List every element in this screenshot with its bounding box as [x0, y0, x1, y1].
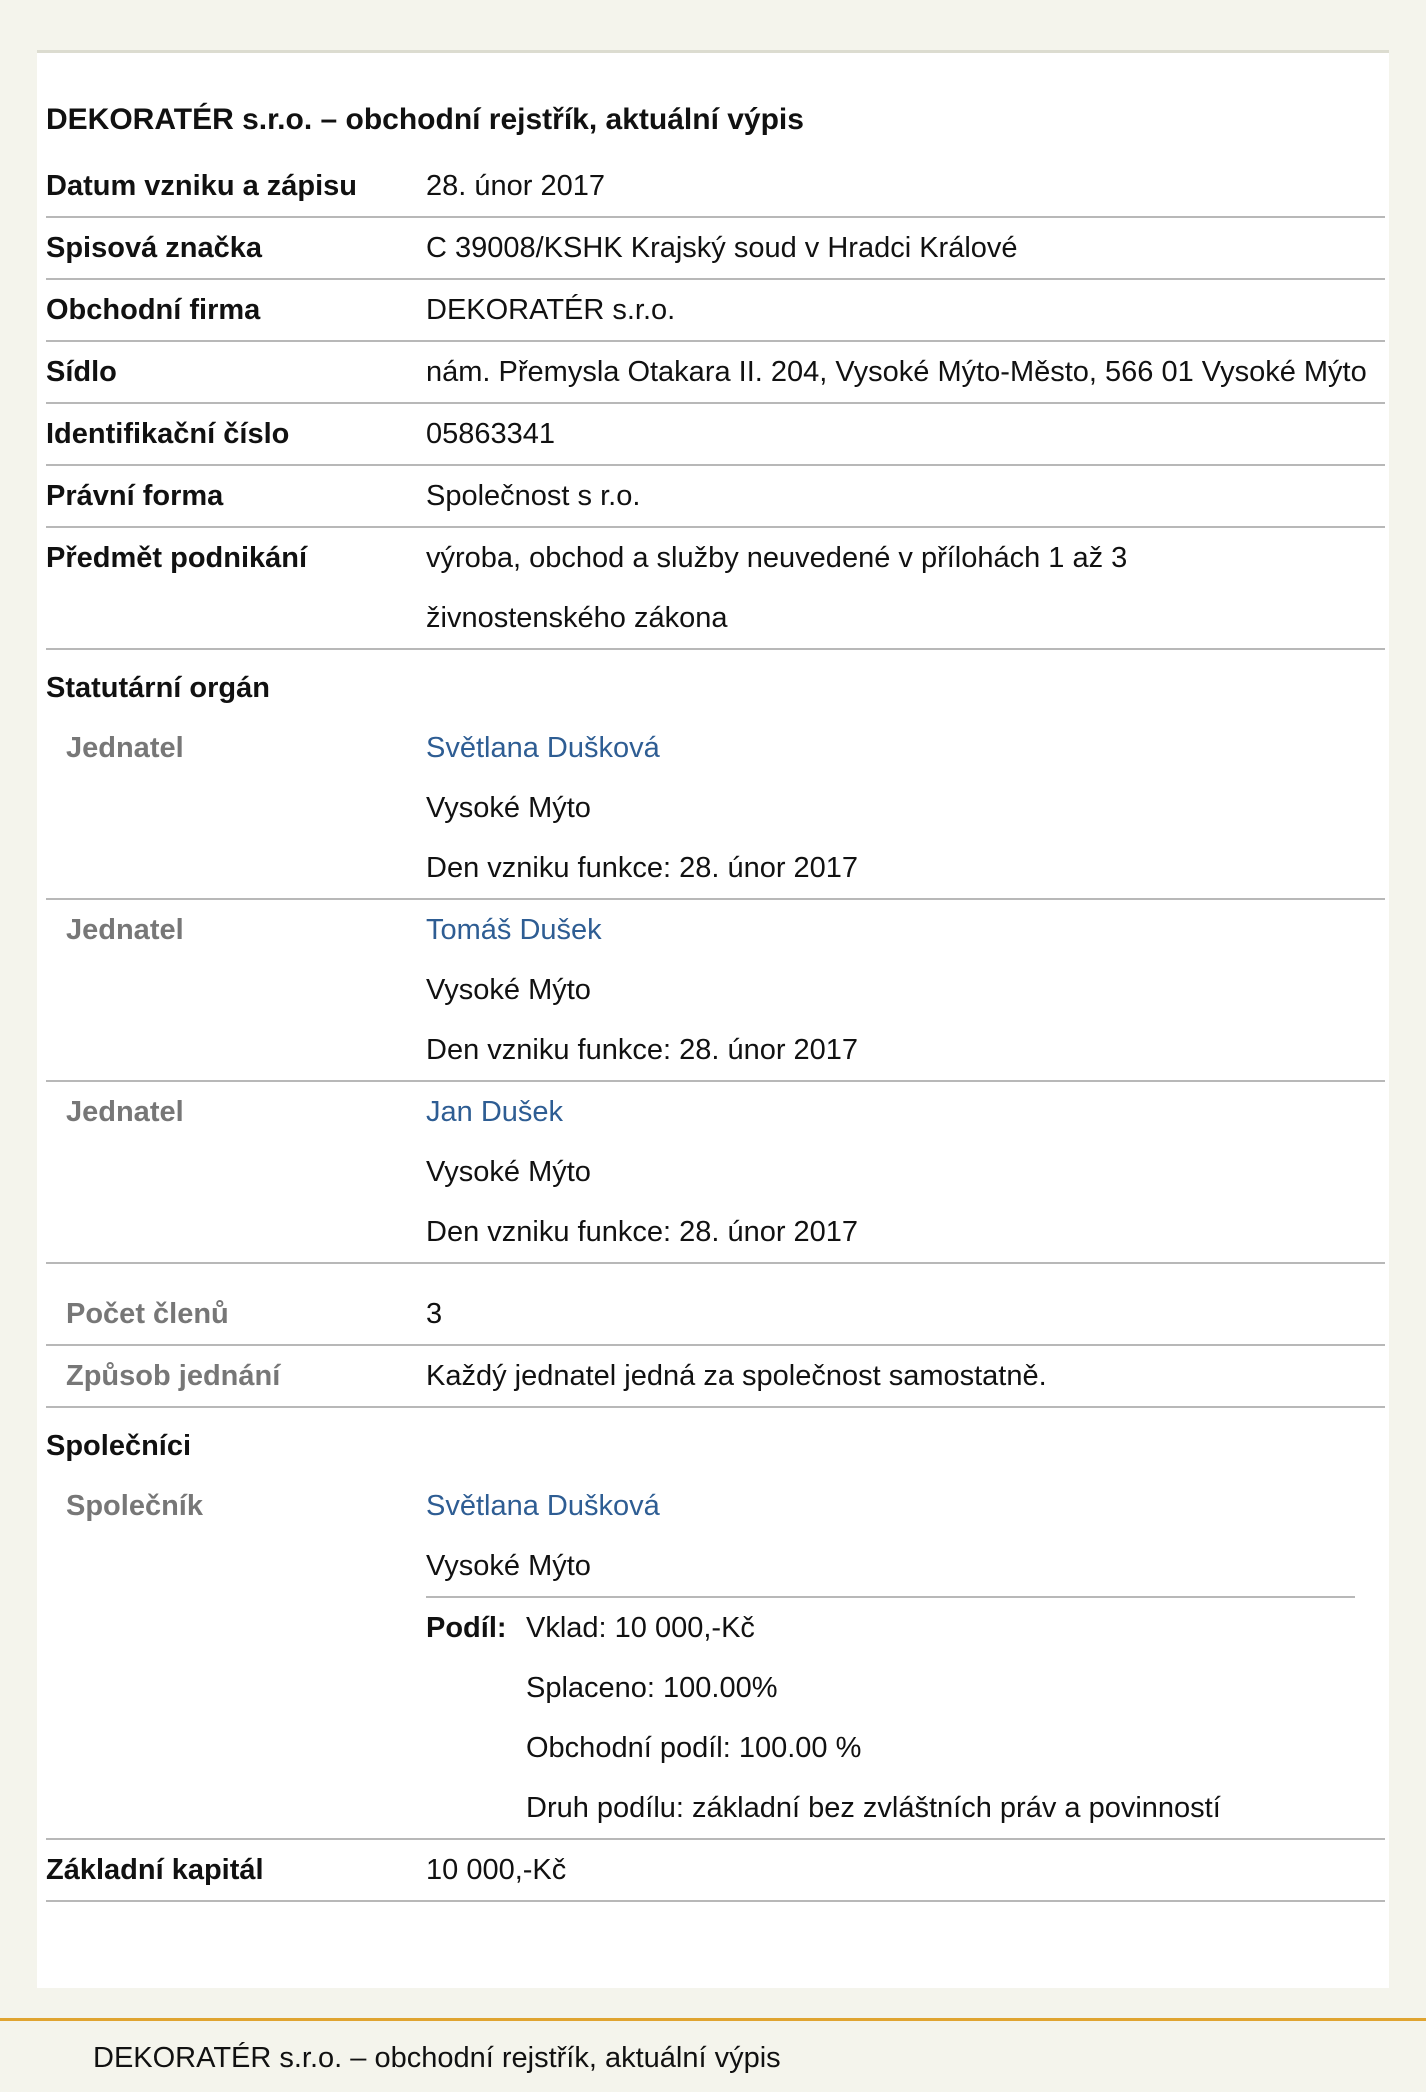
share-label: Podíl: — [426, 1612, 507, 1644]
partner-role: Společník — [46, 1476, 426, 1839]
member-role: Jednatel — [46, 1081, 426, 1263]
row-legal-form — [46, 465, 1385, 527]
partner-name-link[interactable]: Světlana Dušková — [426, 1490, 660, 1522]
member-city: Vysoké Mýto — [426, 1156, 591, 1188]
member-name-link[interactable]: Jan Dušek — [426, 1096, 564, 1128]
footer-divider — [0, 2018, 1426, 2021]
section-partners — [46, 1407, 1385, 1476]
value-company-name: DEKORATÉR s.r.o. — [426, 279, 1385, 341]
share-type: Druh podílu: základní bez zvláštních práv a povinností — [526, 1792, 1221, 1824]
row-registered-office — [46, 341, 1385, 403]
register-table — [46, 156, 1385, 1902]
member-since: Den vzniku funkce: 28. únor 2017 — [426, 1034, 859, 1066]
share-contribution: Vklad: 10 000,-Kč — [526, 1612, 755, 1644]
value-capital: 10 000,-Kč — [426, 1839, 1385, 1901]
label-business-scope: Předmět podnikání — [46, 527, 426, 649]
row-member-count — [46, 1263, 1385, 1345]
statutory-member — [46, 899, 1385, 1081]
label-founding-date: Datum vzniku a zápisu — [46, 156, 426, 217]
member-name-link[interactable]: Tomáš Dušek — [426, 914, 602, 946]
page-title: DEKORATÉR s.r.o. – obchodní rejstřík, aktuální výpis — [46, 103, 804, 136]
value-file-number: C 39008/KSHK Krajský soud v Hradci Králové — [426, 217, 1385, 279]
value-member-count: 3 — [426, 1263, 1385, 1345]
label-company-name: Obchodní firma — [46, 279, 426, 341]
row-business-scope — [46, 527, 1385, 649]
label-acting-method: Způsob jednání — [46, 1345, 426, 1407]
label-file-number: Spisová značka — [46, 217, 426, 279]
label-id-number: Identifikační číslo — [46, 403, 426, 465]
share-paid: Splaceno: 100.00% — [526, 1672, 778, 1704]
member-since: Den vzniku funkce: 28. únor 2017 — [426, 1216, 859, 1248]
member-role: Jednatel — [46, 718, 426, 899]
value-legal-form: Společnost s r.o. — [426, 465, 1385, 527]
label-capital: Základní kapitál — [46, 1839, 426, 1901]
partner-city: Vysoké Mýto — [426, 1550, 591, 1582]
member-role: Jednatel — [46, 899, 426, 1081]
label-legal-form: Právní forma — [46, 465, 426, 527]
value-founding-date: 28. únor 2017 — [426, 156, 1385, 217]
share-percentage: Obchodní podíl: 100.00 % — [526, 1732, 862, 1764]
label-member-count: Počet členů — [46, 1263, 426, 1345]
row-company-name — [46, 279, 1385, 341]
footer-title: DEKORATÉR s.r.o. – obchodní rejstřík, aktuální výpis — [93, 2042, 781, 2074]
row-capital — [46, 1839, 1385, 1901]
section-heading-partners: Společníci — [46, 1430, 192, 1462]
value-acting-method: Každý jednatel jedná za společnost samostatně. — [426, 1345, 1385, 1407]
member-name-link[interactable]: Světlana Dušková — [426, 732, 660, 764]
partner-entry — [46, 1476, 1385, 1839]
member-since: Den vzniku funkce: 28. únor 2017 — [426, 852, 859, 884]
share-details — [526, 1598, 1221, 1838]
row-file-number — [46, 217, 1385, 279]
value-id-number: 05863341 — [426, 403, 1385, 465]
section-statutory — [46, 649, 1385, 718]
row-founding-date — [46, 156, 1385, 217]
value-business-scope: výroba, obchod a služby neuvedené v přílohách 1 až 3 živnostenského zákona — [426, 527, 1385, 649]
section-heading-statutory: Statutární orgán — [46, 672, 270, 704]
label-registered-office: Sídlo — [46, 341, 426, 403]
member-city: Vysoké Mýto — [426, 792, 591, 824]
row-id-number — [46, 403, 1385, 465]
member-city: Vysoké Mýto — [426, 974, 591, 1006]
row-acting-method — [46, 1345, 1385, 1407]
statutory-member — [46, 718, 1385, 899]
value-registered-office: nám. Přemysla Otakara II. 204, Vysoké Mýto-Město, 566 01 Vysoké Mýto — [426, 341, 1385, 403]
statutory-member — [46, 1081, 1385, 1263]
share-block — [426, 1596, 1355, 1838]
